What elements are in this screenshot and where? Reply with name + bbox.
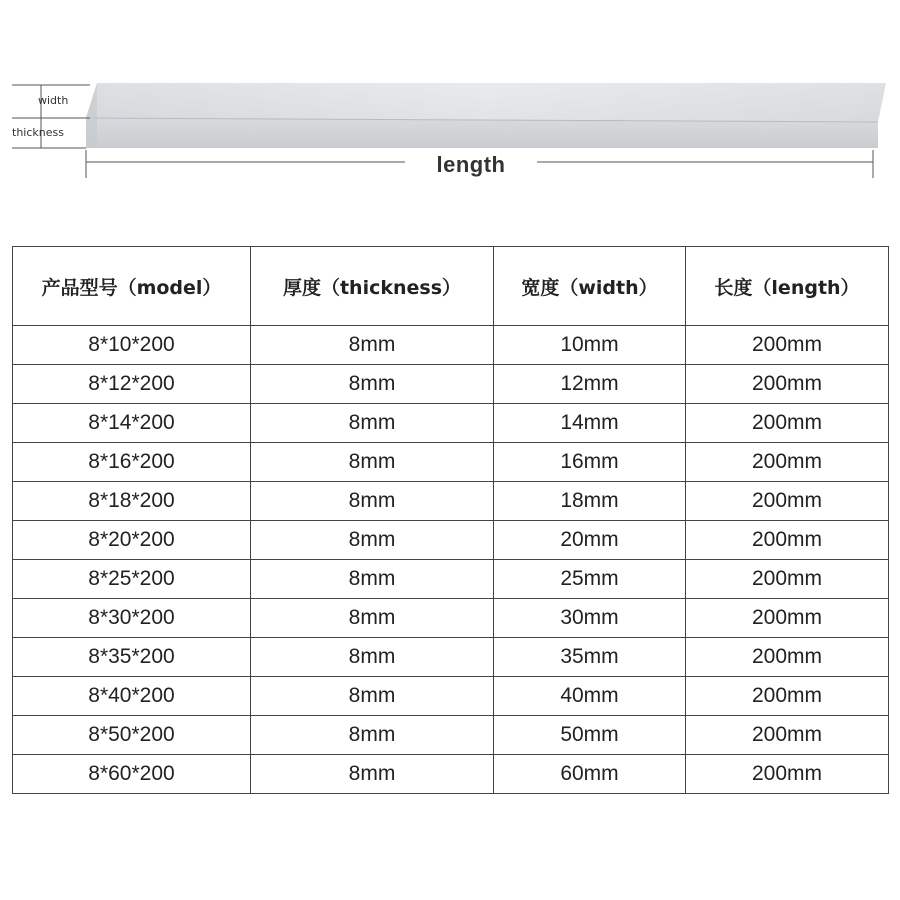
- cell-model: 8*60*200: [13, 755, 251, 794]
- cell-length: 200mm: [686, 638, 889, 677]
- bar-end-face: [86, 83, 97, 148]
- cell-length: 200mm: [686, 326, 889, 365]
- bar-dimension-diagram: [0, 0, 900, 200]
- cell-thickness: 8mm: [251, 326, 494, 365]
- cell-width: 20mm: [494, 521, 686, 560]
- cell-thickness: 8mm: [251, 404, 494, 443]
- header-model: 产品型号（model）: [13, 247, 251, 326]
- table-row: [13, 521, 889, 560]
- table-row: [13, 482, 889, 521]
- cell-model: 8*40*200: [13, 677, 251, 716]
- cell-width: 25mm: [494, 560, 686, 599]
- cell-thickness: 8mm: [251, 560, 494, 599]
- cell-length: 200mm: [686, 443, 889, 482]
- cell-width: 10mm: [494, 326, 686, 365]
- table-row: [13, 755, 889, 794]
- table-row: [13, 599, 889, 638]
- cell-thickness: 8mm: [251, 443, 494, 482]
- header-length: 长度（length）: [686, 247, 889, 326]
- table-header-row: [13, 247, 889, 326]
- cell-model: 8*30*200: [13, 599, 251, 638]
- table-row: [13, 326, 889, 365]
- spec-table: [12, 246, 889, 794]
- cell-length: 200mm: [686, 599, 889, 638]
- cell-thickness: 8mm: [251, 677, 494, 716]
- cell-length: 200mm: [686, 560, 889, 599]
- table-row: [13, 404, 889, 443]
- cell-width: 18mm: [494, 482, 686, 521]
- cell-thickness: 8mm: [251, 599, 494, 638]
- cell-width: 12mm: [494, 365, 686, 404]
- cell-width: 40mm: [494, 677, 686, 716]
- cell-length: 200mm: [686, 521, 889, 560]
- cell-thickness: 8mm: [251, 365, 494, 404]
- cell-width: 50mm: [494, 716, 686, 755]
- cell-model: 8*50*200: [13, 716, 251, 755]
- header-thickness: 厚度（thickness）: [251, 247, 494, 326]
- cell-length: 200mm: [686, 365, 889, 404]
- cell-length: 200mm: [686, 404, 889, 443]
- cell-length: 200mm: [686, 677, 889, 716]
- cell-model: 8*25*200: [13, 560, 251, 599]
- bar-top-face: [86, 83, 886, 122]
- table-row: [13, 638, 889, 677]
- cell-model: 8*18*200: [13, 482, 251, 521]
- cell-width: 35mm: [494, 638, 686, 677]
- cell-width: 16mm: [494, 443, 686, 482]
- cell-width: 60mm: [494, 755, 686, 794]
- cell-thickness: 8mm: [251, 755, 494, 794]
- cell-model: 8*16*200: [13, 443, 251, 482]
- cell-length: 200mm: [686, 755, 889, 794]
- header-width: 宽度（width）: [494, 247, 686, 326]
- table-row: [13, 677, 889, 716]
- cell-width: 14mm: [494, 404, 686, 443]
- table-row: [13, 716, 889, 755]
- table-row: [13, 443, 889, 482]
- cell-length: 200mm: [686, 482, 889, 521]
- cell-thickness: 8mm: [251, 521, 494, 560]
- cell-model: 8*20*200: [13, 521, 251, 560]
- thickness-label: thickness: [12, 126, 64, 139]
- cell-model: 8*10*200: [13, 326, 251, 365]
- cell-model: 8*14*200: [13, 404, 251, 443]
- cell-model: 8*12*200: [13, 365, 251, 404]
- width-label: width: [38, 94, 69, 107]
- cell-width: 30mm: [494, 599, 686, 638]
- cell-model: 8*35*200: [13, 638, 251, 677]
- cell-thickness: 8mm: [251, 482, 494, 521]
- table-row: [13, 560, 889, 599]
- length-label: length: [436, 152, 506, 177]
- cell-thickness: 8mm: [251, 638, 494, 677]
- cell-thickness: 8mm: [251, 716, 494, 755]
- cell-length: 200mm: [686, 716, 889, 755]
- table-row: [13, 365, 889, 404]
